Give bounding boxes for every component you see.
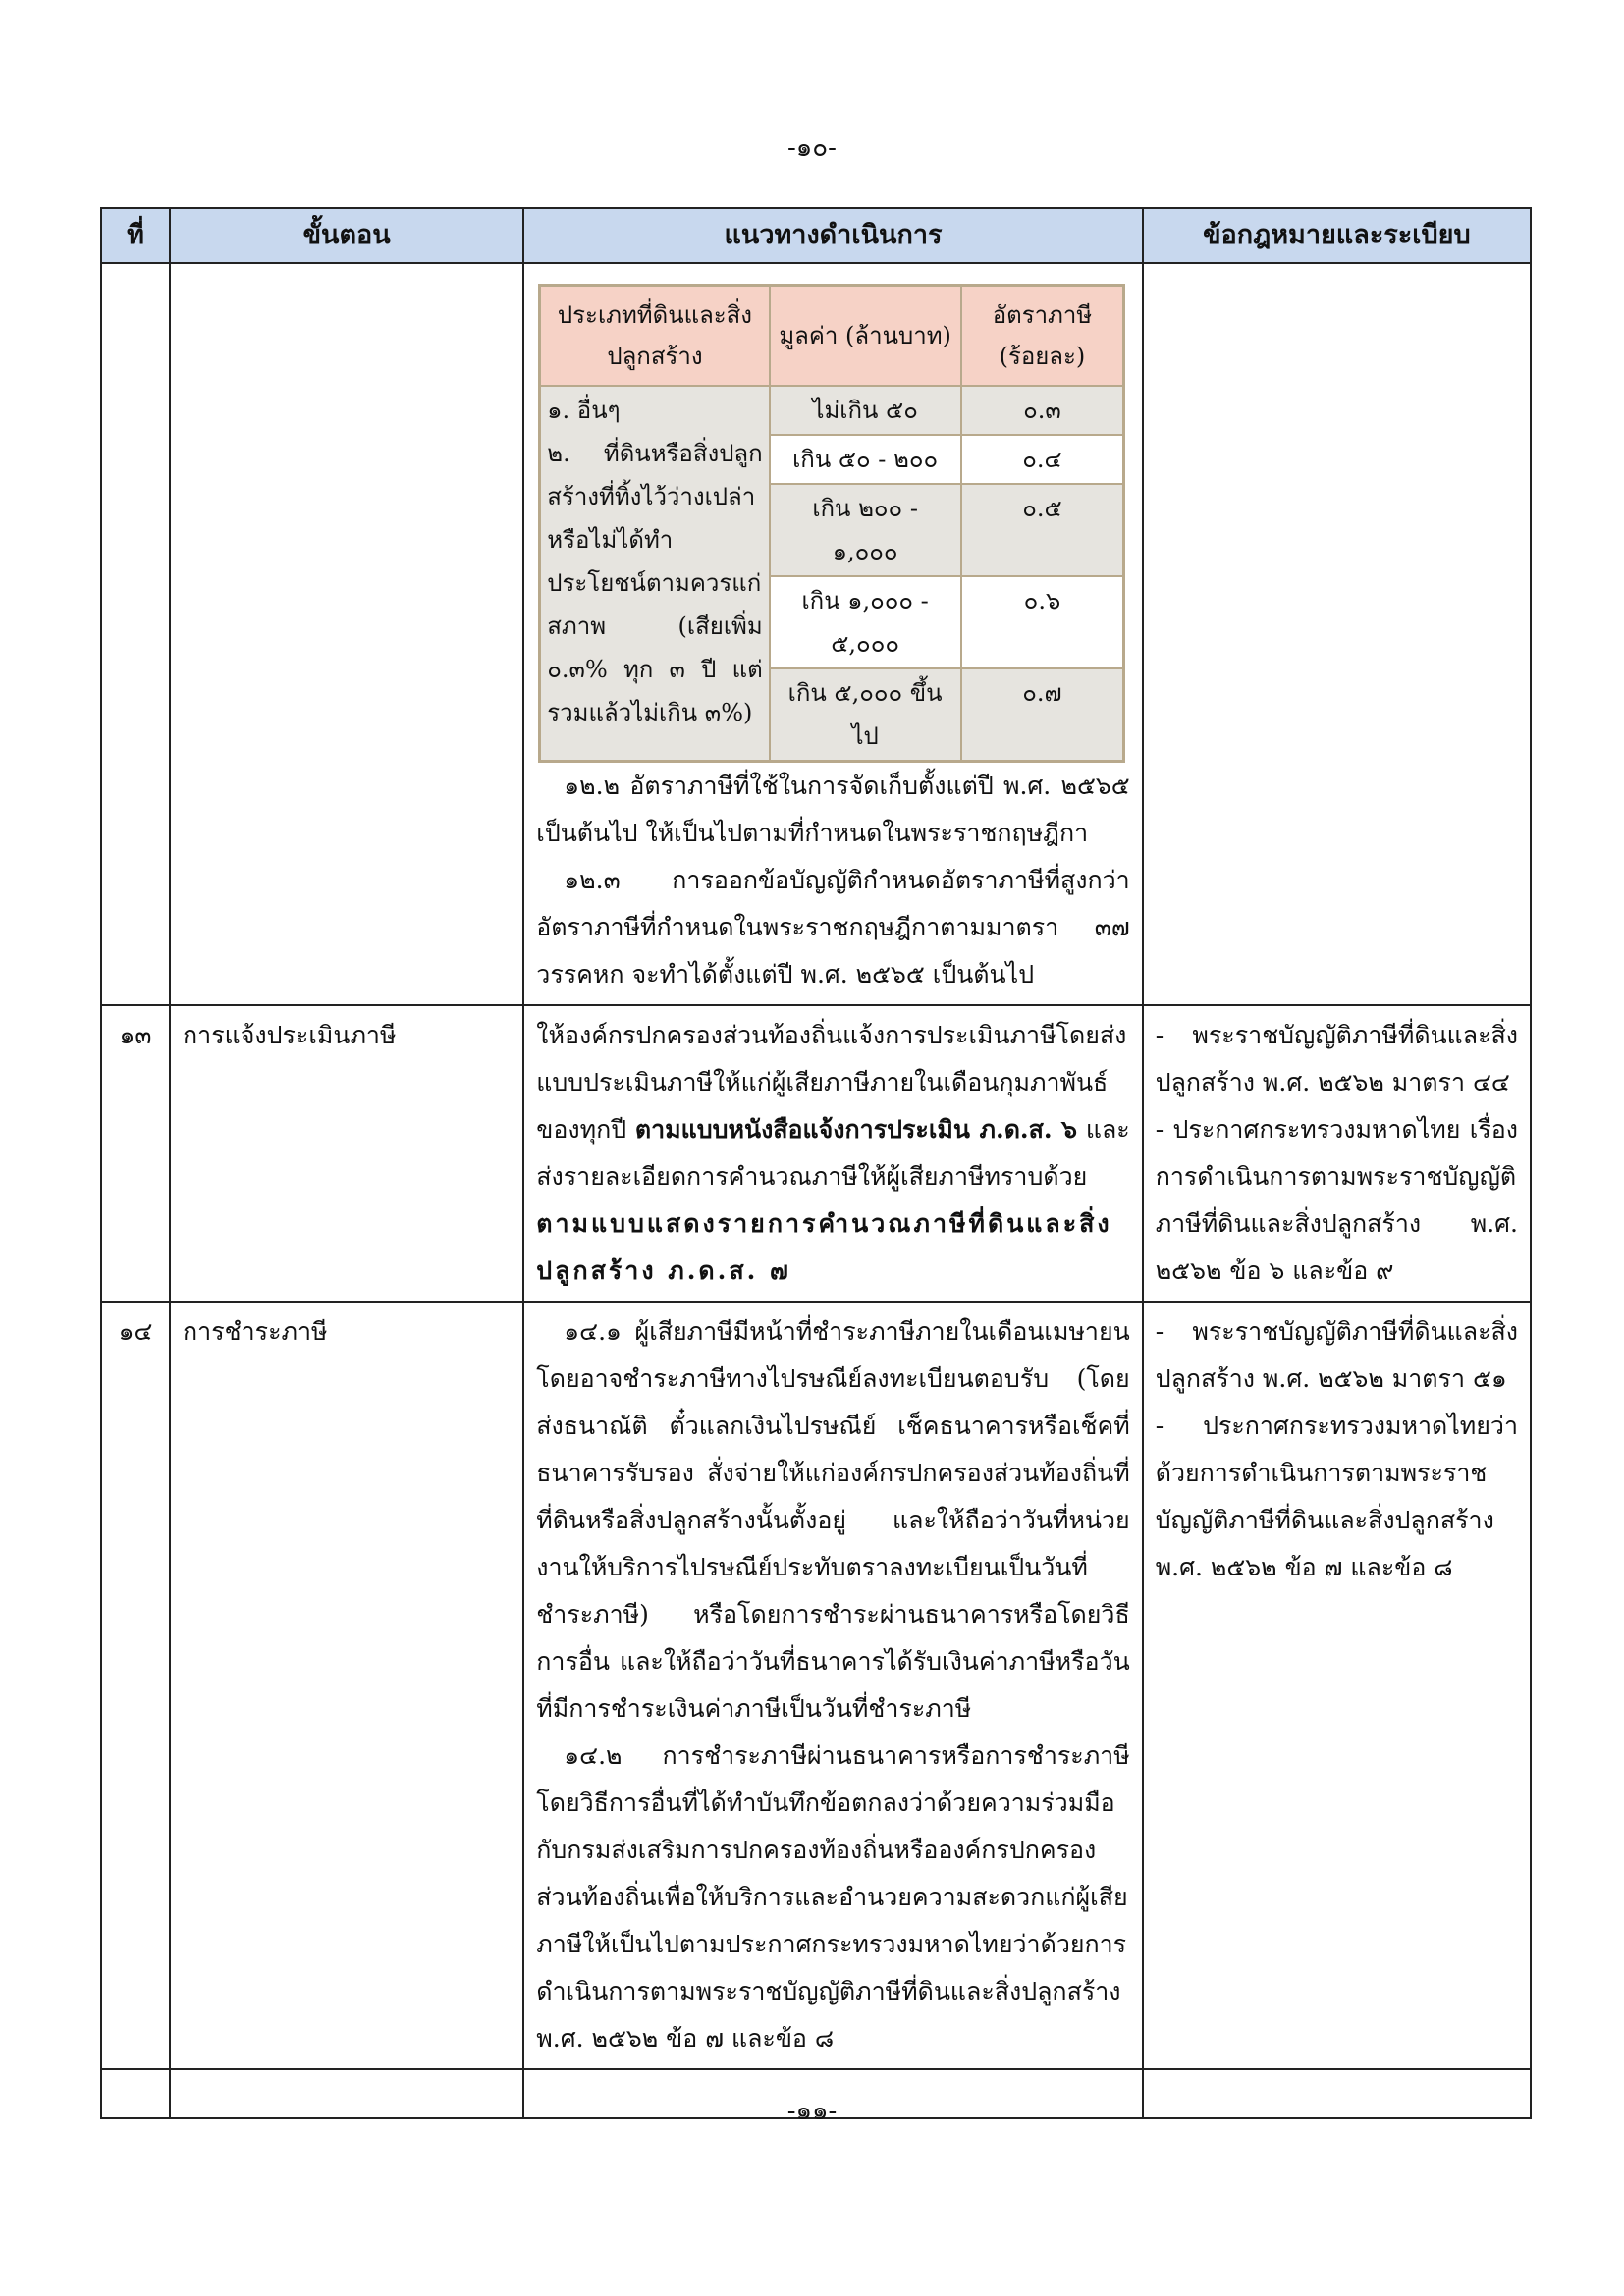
table-header-row xyxy=(101,208,1531,263)
cell-step: การชำระภาษี xyxy=(170,1302,523,2069)
rate-table-wrap xyxy=(536,284,1129,763)
rate-value: เกิน ๒๐๐ - ๑,๐๐๐ xyxy=(770,484,961,576)
cell-law xyxy=(1143,263,1531,1005)
paragraph-14-2: ๑๔.๒ การชำระภาษีผ่านธนาคารหรือการชำระภาษีโดยวิธีการอื่นที่ได้ทำบันทึกข้อตกลงว่าด้วยความร่วมมือกับกรมส่งเสริมการปกครองท้องถิ่นหรือองค์กรปกครองส่วนท้องถิ่นเพื่อให้บริการและอำนวยความสะดวกแก่ผู้เสียภาษีให้เป็นไปตามประกาศกระทรวงมหาดไทยว่าด้วยการดำเนินการตามพระราชบัญญัติภาษีที่ดินและสิ่งปลูกสร้าง พ.ศ. ๒๕๖๒ ข้อ ๗ และข้อ ๘ xyxy=(536,1741,1130,2053)
table-row-14 xyxy=(101,1302,1531,2069)
page-number-bottom: -๑๑- xyxy=(786,2097,838,2126)
guide-text: และส่งรายละเอียดการคำนวณภาษีให้ผู้เสียภาษีทราบด้วย xyxy=(536,1115,1130,1191)
rate-percent: ๐.๓ xyxy=(961,386,1124,435)
rate-header-value: มูลค่า (ล้านบาท) xyxy=(770,286,961,387)
guide-text: ให้องค์กรปกครองส่วนท้องถิ่นแจ้งการประเมินภาษีโดยส่งแบบประเมินภาษีให้แก่ผู้เสียภาษีภายในเดือนกุมภาพันธ์ของทุกปี xyxy=(536,1021,1127,1144)
law-reference: - ประกาศกระทรวงมหาดไทย เรื่อง การดำเนินการตามพระราชบัญญัติภาษีที่ดินและสิ่งปลูกสร้าง พ.ศ. ๒๕๖๒ ข้อ ๖ และข้อ ๙ xyxy=(1155,1115,1518,1285)
rate-percent: ๐.๔ xyxy=(961,435,1124,484)
rate-type-cell: ๑. อื่นๆ ๒. ที่ดินหรือสิ่งปลูกสร้างที่ทิ้งไว้ว่างเปล่าหรือไม่ได้ทำประโยชน์ตามควรแก่สภาพ (เสียเพิ่ม ๐.๓% ทุก ๓ ปี แต่รวมแล้วไม่เกิน ๓%) xyxy=(540,386,770,762)
header-law: ข้อกฎหมายและระเบียบ xyxy=(1143,208,1531,263)
paragraph-12-3: ๑๒.๓ การออกข้อบัญญัติกำหนดอัตราภาษีที่สูงกว่าอัตราภาษีที่กำหนดในพระราชกฤษฎีกาตามมาตรา ๓๗ วรรคหก จะทำได้ตั้งแต่ปี พ.ศ. ๒๕๖๕ เป็นต้นไป xyxy=(536,866,1130,988)
rate-header-rate: อัตราภาษี (ร้อยละ) xyxy=(961,286,1124,387)
header-step: ขั้นตอน xyxy=(170,208,523,263)
rate-value: เกิน ๕๐ - ๒๐๐ xyxy=(770,435,961,484)
cell-law xyxy=(1143,1302,1531,2069)
rate-percent: ๐.๗ xyxy=(961,668,1124,762)
rate-value: เกิน ๑,๐๐๐ - ๕,๐๐๐ xyxy=(770,576,961,668)
rate-header-row xyxy=(540,286,1124,387)
table-row-12-continued xyxy=(101,263,1531,1005)
rate-header-type: ประเภทที่ดินและสิ่งปลูกสร้าง xyxy=(540,286,770,387)
table-row-13 xyxy=(101,1005,1531,1302)
form-reference-6: ตามแบบหนังสือแจ้งการประเมิน ภ.ด.ส. ๖ xyxy=(634,1115,1078,1144)
cell-guide xyxy=(523,1005,1142,1302)
cell-step: การแจ้งประเมินภาษี xyxy=(170,1005,523,1302)
law-reference: - พระราชบัญญัติภาษีที่ดินและสิ่งปลูกสร้าง พ.ศ. ๒๕๖๒ มาตรา ๕๑ xyxy=(1155,1317,1518,1393)
header-guide: แนวทางดำเนินการ xyxy=(523,208,1142,263)
cell-no: ๑๓ xyxy=(101,1005,170,1302)
cell-law xyxy=(1143,1005,1531,1302)
cell-step xyxy=(170,263,523,1005)
rate-row xyxy=(540,386,1124,435)
cell-guide xyxy=(523,1302,1142,2069)
rate-percent: ๐.๖ xyxy=(961,576,1124,668)
paragraph-14-1: ๑๔.๑ ผู้เสียภาษีมีหน้าที่ชำระภาษีภายในเดือนเมษายน โดยอาจชำระภาษีทางไปรษณีย์ลงทะเบียนตอบรับ (โดยส่งธนาณัติ ตั๋วแลกเงินไปรษณีย์ เช็คธนาคารหรือเช็คที่ธนาคารรับรอง สั่งจ่ายให้แก่องค์กรปกครองส่วนท้องถิ่นที่ที่ดินหรือสิ่งปลูกสร้างนั้นตั้งอยู่ และให้ถือว่าวันที่หน่วยงานให้บริการไปรษณีย์ประทับตราลงทะเบียนเป็นวันที่ชำระภาษี) หรือโดยการชำระผ่านธนาคารหรือโดยวิธีการอื่น และให้ถือว่าวันที่ธนาคารได้รับเงินค่าภาษีหรือวันที่มีการชำระเงินค่าภาษีเป็นวันที่ชำระภาษี xyxy=(536,1317,1130,1723)
header-no: ที่ xyxy=(101,208,170,263)
rate-table xyxy=(538,284,1125,763)
paragraph-12-2: ๑๒.๒ อัตราภาษีที่ใช้ในการจัดเก็บตั้งแต่ปี พ.ศ. ๒๕๖๕ เป็นต้นไป ให้เป็นไปตามที่กำหนดในพระราชกฤษฎีกา xyxy=(536,772,1130,847)
cell-no xyxy=(101,263,170,1005)
rate-value: เกิน ๕,๐๐๐ ขึ้นไป xyxy=(770,668,961,762)
cell-guide xyxy=(523,263,1142,1005)
rate-value: ไม่เกิน ๕๐ xyxy=(770,386,961,435)
form-reference-7: ตามแบบแสดงรายการคำนวณภาษีที่ดินและสิ่งปลูกสร้าง ภ.ด.ส. ๗ xyxy=(536,1209,1112,1285)
cell-no: ๑๔ xyxy=(101,1302,170,2069)
law-reference: - พระราชบัญญัติภาษีที่ดินและสิ่งปลูกสร้าง พ.ศ. ๒๕๖๒ มาตรา ๔๔ xyxy=(1155,1021,1518,1096)
page-number-top: -๑๐- xyxy=(787,133,837,163)
procedure-table xyxy=(100,207,1532,2119)
law-reference: - ประกาศกระทรวงมหาดไทยว่าด้วยการดำเนินการตามพระราชบัญญัติภาษีที่ดินและสิ่งปลูกสร้าง พ.ศ. ๒๕๖๒ ข้อ ๗ และข้อ ๘ xyxy=(1155,1412,1518,1581)
rate-percent: ๐.๕ xyxy=(961,484,1124,576)
